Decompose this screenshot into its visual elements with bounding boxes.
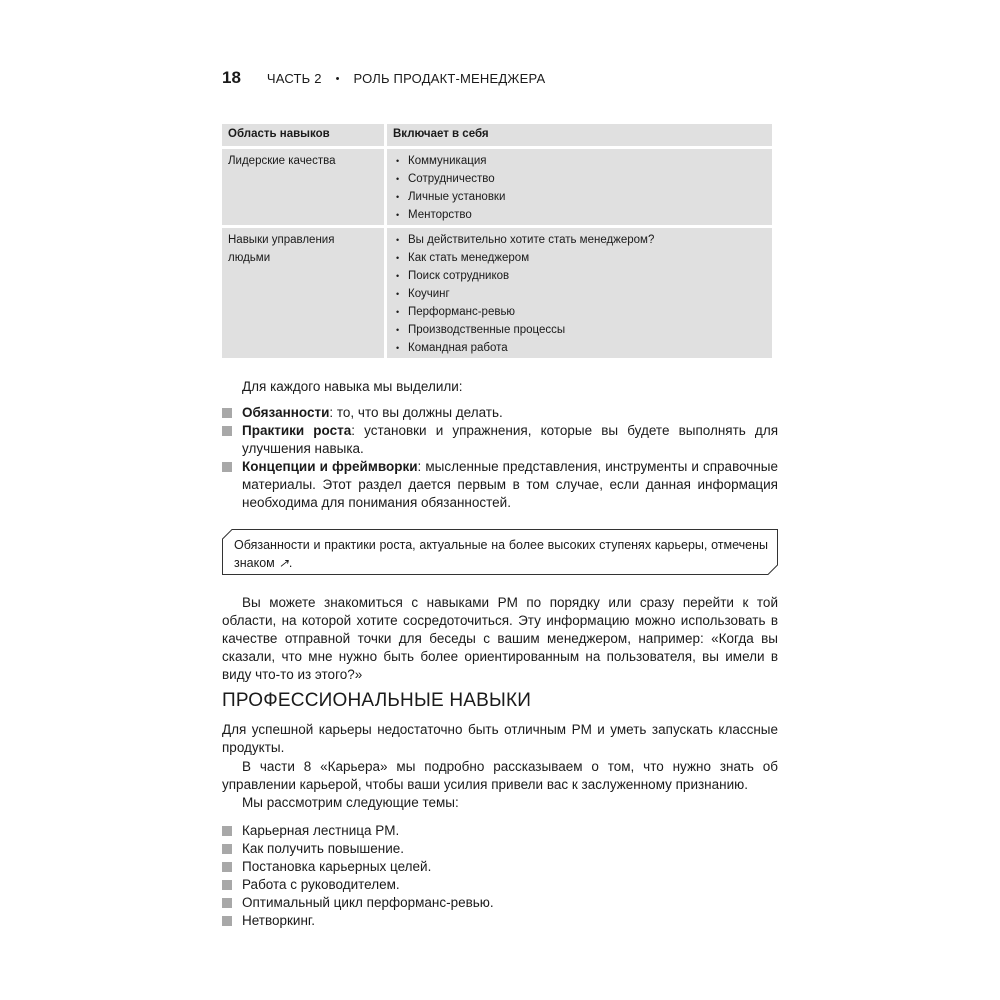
table-cell-area: Навыки управления людьми: [222, 228, 384, 358]
topic-text: Нетворкинг.: [242, 913, 315, 928]
list-item: [393, 249, 766, 267]
table-cell-area: Лидерские качества: [222, 149, 384, 225]
list-item-text: Производственные процессы: [408, 324, 566, 336]
part8-paragraph: В части 8 «Карьера» мы подробно рассказываем о том, что нужно знать об управлении карьерой, чтобы ваши усилия привели вас к заслуженному признанию.: [222, 759, 778, 792]
square-bullet-icon: [222, 826, 232, 836]
ways-paragraph: Вы можете знакомиться с навыками PM по порядку или сразу перейти к той области, на которой хотите сосредоточиться. Эту информацию можно использовать в качестве отправной точки для беседы с вашим менеджером, например: «Когда вы сказали, что мне нужно быть более ориентированным на пользователя, вы имели в виду что-то из этого?»: [222, 595, 778, 682]
part-title: РОЛЬ ПРОДАКТ-МЕНЕДЖЕРА: [353, 71, 546, 86]
intro-paragraph: Для каждого навыка мы выделили:: [242, 379, 463, 394]
list-item-text: Коммуникация: [408, 155, 487, 167]
running-head: [222, 68, 545, 88]
skills-table: [219, 121, 775, 361]
advanced-mark-icon: ↗: [278, 556, 289, 570]
part-label: ЧАСТЬ 2: [266, 71, 322, 86]
square-bullet-icon: [222, 898, 232, 908]
list-item: [222, 876, 778, 894]
topic-text: Постановка карьерных целей.: [242, 859, 432, 874]
list-item: [222, 894, 778, 912]
includes-list: [393, 152, 766, 224]
list-item-text: Как стать менеджером: [408, 252, 530, 264]
list-item: [222, 404, 778, 422]
table-header-area: Область навыков: [222, 124, 384, 146]
topic-text: Работа с руководителем.: [242, 877, 400, 892]
square-bullet-icon: [222, 916, 232, 926]
list-item-text: Поиск сотрудников: [408, 270, 510, 282]
table-cell-includes: [387, 228, 772, 358]
square-bullet-icon: [222, 408, 232, 418]
list-item: [222, 458, 778, 512]
list-item-text: Коучинг: [408, 288, 450, 300]
callout-text: Обязанности и практики роста, актуальные на более высоких ступенях карьеры, отмечены знаком: [234, 538, 768, 570]
list-item: [393, 188, 766, 206]
list-item: [393, 170, 766, 188]
term: Практики роста: [242, 423, 352, 438]
term: Концепции и фреймворки: [242, 459, 418, 474]
list-item: [222, 840, 778, 858]
section-heading: ПРОФЕССИОНАЛЬНЫЕ НАВЫКИ: [222, 690, 532, 711]
bullet-icon: •: [396, 253, 400, 263]
topics-paragraph: Мы рассмотрим следующие темы:: [242, 795, 459, 810]
list-item: [222, 858, 778, 876]
table-cell-includes: [387, 149, 772, 225]
list-item: [222, 422, 778, 458]
term-description: : то, что вы должны делать.: [329, 405, 503, 420]
topic-text: Карьерная лестница PM.: [242, 823, 400, 838]
table-header-includes: Включает в себя: [387, 124, 772, 146]
square-bullet-icon: [222, 880, 232, 890]
list-item: [393, 339, 766, 357]
bullet-icon: •: [396, 325, 400, 335]
topics-list: [222, 822, 778, 930]
bullet-icon: •: [396, 343, 400, 353]
square-bullet-icon: [222, 862, 232, 872]
bullet-icon: •: [396, 307, 400, 317]
list-item: [393, 285, 766, 303]
term-description: : установки и упражнения, которые вы будете выполнять для улучшения навыка.: [242, 423, 779, 456]
list-item: [393, 231, 766, 249]
list-item: [393, 303, 766, 321]
square-bullet-icon: [222, 426, 232, 436]
list-item-text: Командная работа: [408, 342, 508, 354]
includes-list: [393, 231, 766, 357]
table-row: [222, 228, 772, 358]
topic-text: Как получить повышение.: [242, 841, 405, 856]
list-item: [393, 152, 766, 170]
page-number: 18: [222, 68, 241, 87]
bullet-icon: •: [396, 174, 400, 184]
bullet-icon: •: [396, 271, 400, 281]
list-item: [222, 912, 778, 930]
term-description: : мысленные представления, инструменты и справочные материалы. Этот раздел дается первым в том случае, если данная информация необходима для понимания обязанностей.: [242, 459, 778, 510]
list-item-text: Перформанс-ревью: [408, 306, 516, 318]
list-item: [393, 267, 766, 285]
career-paragraph: Для успешной карьеры недостаточно быть отличным PM и уметь запускать классные продукты.: [222, 722, 778, 755]
topic-text: Оптимальный цикл перформанс-ревью.: [242, 895, 494, 910]
square-bullet-icon: [222, 462, 232, 472]
list-item: [222, 822, 778, 840]
table-header-row: [222, 124, 772, 146]
bullet-icon: •: [396, 156, 400, 166]
callout-note: Обязанности и практики роста, актуальные на более высоких ступенях карьеры, отмечены знаком ↗.: [234, 538, 768, 570]
skill-parts-list: [222, 404, 778, 512]
list-item-text: Менторство: [408, 209, 472, 221]
square-bullet-icon: [222, 844, 232, 854]
list-item: [393, 321, 766, 339]
bullet-icon: •: [396, 289, 400, 299]
separator-bullet: •: [335, 73, 340, 85]
list-item: [393, 206, 766, 224]
term: Обязанности: [242, 405, 330, 420]
list-item-text: Вы действительно хотите стать менеджером?: [408, 234, 655, 246]
bullet-icon: •: [396, 192, 400, 202]
list-item-text: Сотрудничество: [408, 173, 495, 185]
list-item-text: Личные установки: [408, 191, 506, 203]
bullet-icon: •: [396, 235, 400, 245]
bullet-icon: •: [396, 210, 400, 220]
table-row: [222, 149, 772, 225]
